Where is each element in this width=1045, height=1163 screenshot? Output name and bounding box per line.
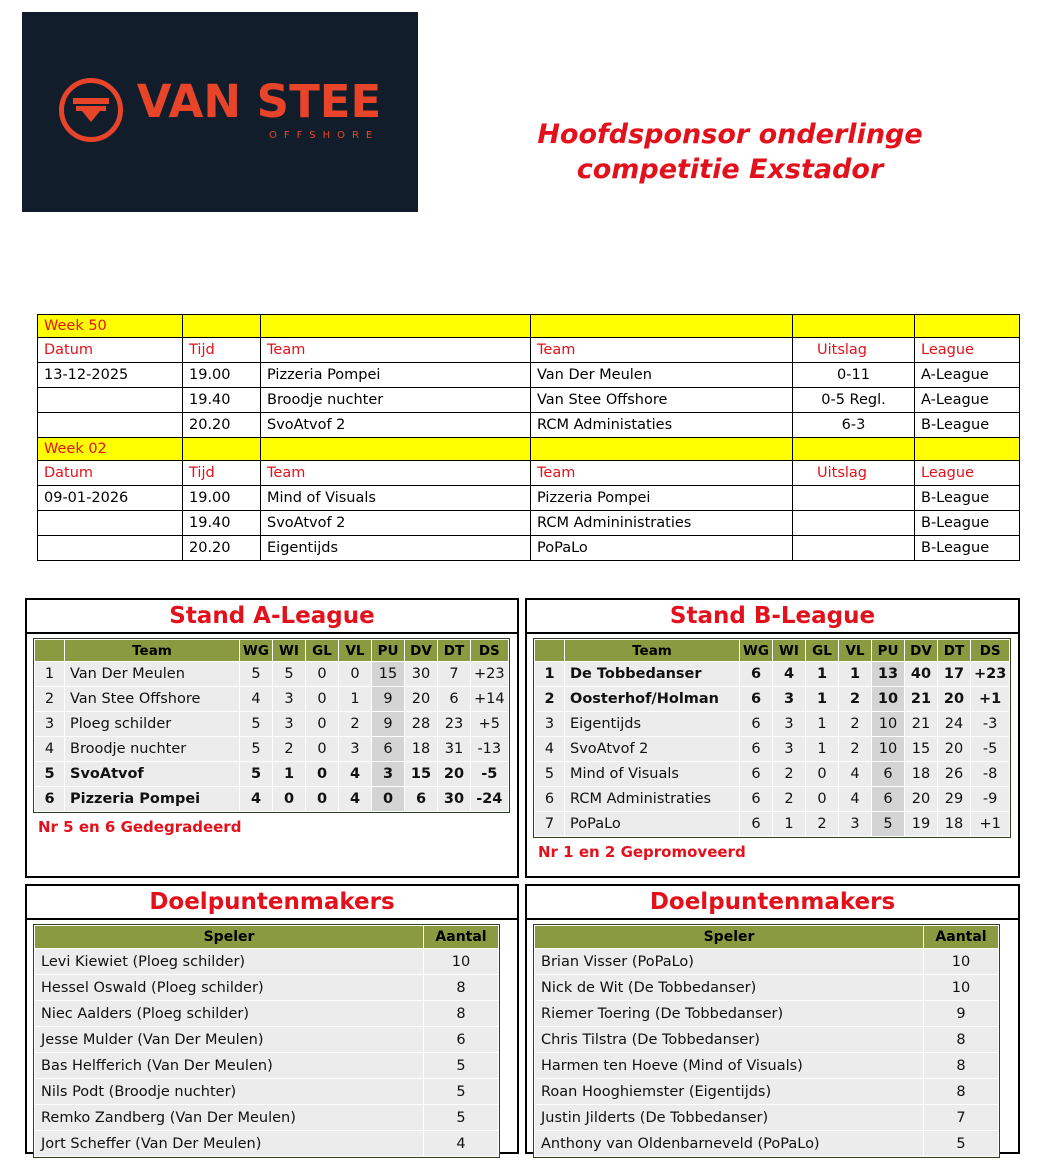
stand-team: SvoAtvof 2	[565, 737, 739, 761]
stand-pu: 0	[372, 787, 404, 811]
stand-a-col-dt: DT	[438, 640, 470, 661]
stand-b-league-table	[533, 638, 1011, 838]
stand-ds: -5	[971, 737, 1009, 761]
scorer-left-count: 5	[424, 1105, 498, 1130]
stand-wi: 3	[273, 687, 305, 711]
scorer-left-player: Nils Podt (Broodje nuchter)	[35, 1079, 423, 1104]
stand-dv: 21	[905, 712, 937, 736]
stand-pu: 6	[872, 762, 904, 786]
stand-b-col-pu: PU	[872, 640, 904, 661]
stand-gl: 0	[306, 687, 338, 711]
stand-vl: 4	[339, 787, 371, 811]
match-team-away: PoPaLo	[531, 536, 793, 561]
scorer-row	[535, 1079, 998, 1104]
stand-dt: 29	[938, 787, 970, 811]
scorer-right-player: Harmen ten Hoeve (Mind of Visuals)	[535, 1053, 923, 1078]
scorer-left-count: 4	[424, 1131, 498, 1156]
stand-position: 4	[35, 737, 64, 761]
stand-vl: 4	[839, 787, 871, 811]
match-datum: 09-01-2026	[38, 486, 183, 511]
stand-pu: 10	[872, 712, 904, 736]
stand-pu: 3	[372, 762, 404, 786]
page-title-line1: Hoofdsponsor onderlinge	[537, 119, 923, 150]
stand-row	[35, 787, 508, 811]
scorer-row	[35, 1079, 498, 1104]
funnel-in-circle-icon	[59, 78, 123, 142]
stand-gl: 0	[306, 712, 338, 736]
stand-ds: -8	[971, 762, 1009, 786]
stand-gl: 1	[806, 737, 838, 761]
stand-ds: +23	[471, 662, 508, 686]
stand-pu: 9	[372, 687, 404, 711]
stand-a-league-table	[33, 638, 510, 813]
stand-pu: 10	[872, 687, 904, 711]
stand-dt: 24	[938, 712, 970, 736]
stand-team: Van Der Meulen	[65, 662, 239, 686]
schedule-match-row	[38, 536, 1020, 561]
scorer-row	[35, 1131, 498, 1156]
stand-vl: 0	[339, 662, 371, 686]
scorer-row	[535, 1001, 998, 1026]
scorer-row	[535, 1027, 998, 1052]
col-uitslag: Uitslag	[793, 461, 915, 486]
stand-b-col-dv: DV	[905, 640, 937, 661]
schedule-week-label: Week 50	[38, 315, 183, 338]
match-league: A-League	[915, 388, 1020, 413]
stand-wg: 6	[740, 687, 772, 711]
stand-dv: 15	[405, 762, 437, 786]
stand-dv: 30	[405, 662, 437, 686]
stand-row	[35, 662, 508, 686]
stand-position: 6	[535, 787, 564, 811]
stand-wi: 3	[773, 687, 805, 711]
stand-vl: 4	[839, 762, 871, 786]
scorer-row	[535, 1105, 998, 1130]
match-uitslag: 0-5 Regl.	[793, 388, 915, 413]
stand-ds: +1	[971, 812, 1009, 836]
stand-vl: 1	[339, 687, 371, 711]
scorer-left-count: 6	[424, 1027, 498, 1052]
scorer-right-count: 5	[924, 1131, 998, 1156]
stand-dv: 20	[405, 687, 437, 711]
scorer-left-count: 8	[424, 1001, 498, 1026]
stand-row	[535, 687, 1009, 711]
stand-position: 2	[35, 687, 64, 711]
match-league: A-League	[915, 363, 1020, 388]
stand-dt: 18	[938, 812, 970, 836]
col-uitslag: Uitslag	[793, 338, 915, 363]
stand-gl: 0	[306, 737, 338, 761]
match-tijd: 20.20	[183, 536, 261, 561]
stand-b-col-pos	[535, 640, 564, 661]
scorer-right-count: 8	[924, 1027, 998, 1052]
stand-position: 6	[35, 787, 64, 811]
col-tijd: Tijd	[183, 338, 261, 363]
stand-row	[35, 737, 508, 761]
stand-row	[535, 812, 1009, 836]
scorer-row	[35, 1053, 498, 1078]
match-datum: 13-12-2025	[38, 363, 183, 388]
match-league: B-League	[915, 536, 1020, 561]
match-tijd: 19.40	[183, 388, 261, 413]
scorer-left-player: Levi Kiewiet (Ploeg schilder)	[35, 949, 423, 974]
logo-subtitle: OFFSHORE	[269, 130, 380, 141]
col-league: League	[915, 461, 1020, 486]
panel-scorers-b-league	[525, 884, 1020, 1154]
stand-wi: 3	[773, 737, 805, 761]
stand-pu: 6	[872, 787, 904, 811]
stand-vl: 2	[839, 712, 871, 736]
col-datum: Datum	[38, 461, 183, 486]
scorers-left-col-count: Aantal	[424, 926, 498, 948]
stand-row	[535, 712, 1009, 736]
match-team-away: Pizzeria Pompei	[531, 486, 793, 511]
stand-dt: 7	[438, 662, 470, 686]
scorer-right-player: Nick de Wit (De Tobbedanser)	[535, 975, 923, 1000]
scorer-right-player: Justin Jilderts (De Tobbedanser)	[535, 1105, 923, 1130]
stand-vl: 3	[839, 812, 871, 836]
stand-team: Mind of Visuals	[565, 762, 739, 786]
stand-team: Broodje nuchter	[65, 737, 239, 761]
match-datum	[38, 413, 183, 438]
col-tijd: Tijd	[183, 461, 261, 486]
scorer-left-count: 10	[424, 949, 498, 974]
scorer-left-player: Remko Zandberg (Van Der Meulen)	[35, 1105, 423, 1130]
stand-pu: 6	[372, 737, 404, 761]
schedule-match-row	[38, 511, 1020, 536]
stand-b-col-wg: WG	[740, 640, 772, 661]
scorer-left-count: 5	[424, 1053, 498, 1078]
stand-wg: 4	[240, 787, 272, 811]
stand-ds: -13	[471, 737, 508, 761]
scorer-row	[35, 1027, 498, 1052]
stand-row	[535, 787, 1009, 811]
stand-wi: 0	[273, 787, 305, 811]
stand-pu: 9	[372, 712, 404, 736]
match-league: B-League	[915, 413, 1020, 438]
stand-dv: 6	[405, 787, 437, 811]
scorer-row	[35, 975, 498, 1000]
match-uitslag	[793, 536, 915, 561]
stand-vl: 2	[839, 687, 871, 711]
match-tijd: 20.20	[183, 413, 261, 438]
match-league: B-League	[915, 486, 1020, 511]
match-tijd: 19.40	[183, 511, 261, 536]
schedule-column-header	[38, 338, 1020, 363]
scorers-right-table	[533, 924, 1000, 1158]
scorer-left-player: Jort Scheffer (Van Der Meulen)	[35, 1131, 423, 1156]
scorer-right-player: Anthony van Oldenbarneveld (PoPaLo)	[535, 1131, 923, 1156]
stand-dv: 15	[905, 737, 937, 761]
stand-wg: 6	[740, 662, 772, 686]
stand-a-col-ds: DS	[471, 640, 508, 661]
match-tijd: 19.00	[183, 486, 261, 511]
stand-wi: 2	[273, 737, 305, 761]
stand-b-col-dt: DT	[938, 640, 970, 661]
match-team-home: SvoAtvof 2	[261, 413, 531, 438]
col-league: League	[915, 338, 1020, 363]
stand-vl: 4	[339, 762, 371, 786]
stand-a-col-pos	[35, 640, 64, 661]
match-uitslag: 6-3	[793, 413, 915, 438]
stand-b-col-vl: VL	[839, 640, 871, 661]
match-team-home: Eigentijds	[261, 536, 531, 561]
stand-gl: 1	[806, 687, 838, 711]
match-team-home: Pizzeria Pompei	[261, 363, 531, 388]
page-title	[440, 118, 1020, 187]
stand-wi: 3	[273, 712, 305, 736]
match-datum	[38, 388, 183, 413]
stand-position: 3	[35, 712, 64, 736]
col-team-away: Team	[531, 338, 793, 363]
stand-gl: 0	[806, 787, 838, 811]
match-uitslag	[793, 511, 915, 536]
stand-vl: 2	[839, 737, 871, 761]
stand-wi: 3	[773, 712, 805, 736]
stand-dv: 20	[905, 787, 937, 811]
stand-wg: 5	[240, 662, 272, 686]
stand-a-col-dv: DV	[405, 640, 437, 661]
stand-ds: +5	[471, 712, 508, 736]
scorers-right-col-count: Aantal	[924, 926, 998, 948]
scorer-left-count: 5	[424, 1079, 498, 1104]
stand-a-col-team: Team	[65, 640, 239, 661]
stand-dt: 17	[938, 662, 970, 686]
scorer-right-player: Brian Visser (PoPaLo)	[535, 949, 923, 974]
schedule-match-row	[38, 413, 1020, 438]
match-datum	[38, 511, 183, 536]
scorer-left-player: Niec Aalders (Ploeg schilder)	[35, 1001, 423, 1026]
stand-b-league-title: Stand B-League	[527, 600, 1018, 634]
stand-gl: 0	[306, 787, 338, 811]
stand-row	[535, 762, 1009, 786]
stand-position: 2	[535, 687, 564, 711]
stand-ds: -24	[471, 787, 508, 811]
stand-team: SvoAtvof	[65, 762, 239, 786]
stand-wg: 4	[240, 687, 272, 711]
scorer-row	[535, 1053, 998, 1078]
stand-team: Eigentijds	[565, 712, 739, 736]
stand-gl: 0	[306, 662, 338, 686]
scorer-left-player: Bas Helfferich (Van Der Meulen)	[35, 1053, 423, 1078]
scorer-left-count: 8	[424, 975, 498, 1000]
stand-dv: 18	[905, 762, 937, 786]
schedule-match-row	[38, 486, 1020, 511]
stand-wi: 2	[773, 762, 805, 786]
match-team-away: RCM Admininistraties	[531, 511, 793, 536]
scorer-row	[35, 1105, 498, 1130]
stand-wi: 1	[273, 762, 305, 786]
stand-wg: 5	[240, 737, 272, 761]
stand-wi: 2	[773, 787, 805, 811]
stand-wg: 6	[740, 787, 772, 811]
stand-gl: 1	[806, 662, 838, 686]
scorers-right-col-player: Speler	[535, 926, 923, 948]
match-team-home: Mind of Visuals	[261, 486, 531, 511]
sponsor-logo-banner	[22, 12, 418, 212]
scorers-right-title: Doelpuntenmakers	[527, 886, 1018, 920]
scorer-right-player: Riemer Toering (De Tobbedanser)	[535, 1001, 923, 1026]
stand-dt: 23	[438, 712, 470, 736]
logo-wordmark: VAN STEE	[136, 75, 382, 128]
stand-wg: 6	[740, 737, 772, 761]
panel-stand-a-league	[25, 598, 519, 878]
stand-a-col-wi: WI	[273, 640, 305, 661]
stand-team: Oosterhof/Holman	[565, 687, 739, 711]
stand-row	[535, 737, 1009, 761]
stand-position: 4	[535, 737, 564, 761]
scorers-left-title: Doelpuntenmakers	[27, 886, 517, 920]
scorer-row	[535, 949, 998, 974]
match-league: B-League	[915, 511, 1020, 536]
stand-dt: 6	[438, 687, 470, 711]
col-team-away: Team	[531, 461, 793, 486]
match-uitslag: 0-11	[793, 363, 915, 388]
match-tijd: 19.00	[183, 363, 261, 388]
schedule-week-header	[38, 438, 1020, 461]
stand-gl: 2	[806, 812, 838, 836]
stand-position: 5	[35, 762, 64, 786]
scorer-right-count: 8	[924, 1079, 998, 1104]
scorer-right-count: 9	[924, 1001, 998, 1026]
stand-dv: 18	[405, 737, 437, 761]
stand-pu: 10	[872, 737, 904, 761]
stand-position: 3	[535, 712, 564, 736]
col-team-home: Team	[261, 461, 531, 486]
panel-scorers-a-league	[25, 884, 519, 1154]
match-team-away: Van Stee Offshore	[531, 388, 793, 413]
schedule-table	[37, 314, 1020, 561]
stand-pu: 15	[372, 662, 404, 686]
stand-gl: 0	[306, 762, 338, 786]
stand-ds: +23	[971, 662, 1009, 686]
stand-dt: 20	[438, 762, 470, 786]
schedule-match-row	[38, 363, 1020, 388]
scorer-right-count: 10	[924, 949, 998, 974]
schedule-match-row	[38, 388, 1020, 413]
match-team-home: Broodje nuchter	[261, 388, 531, 413]
stand-dt: 30	[438, 787, 470, 811]
scorer-right-count: 8	[924, 1053, 998, 1078]
stand-gl: 1	[806, 712, 838, 736]
stand-team: PoPaLo	[565, 812, 739, 836]
stand-position: 7	[535, 812, 564, 836]
stand-a-col-gl: GL	[306, 640, 338, 661]
stand-team: Pizzeria Pompei	[65, 787, 239, 811]
stand-ds: -3	[971, 712, 1009, 736]
match-datum	[38, 536, 183, 561]
scorer-right-count: 10	[924, 975, 998, 1000]
page-title-line2: competitie Exstador	[576, 153, 884, 185]
stand-b-league-note: Nr 1 en 2 Gepromoveerd	[538, 843, 746, 862]
col-team-home: Team	[261, 338, 531, 363]
match-uitslag	[793, 486, 915, 511]
scorers-left-col-player: Speler	[35, 926, 423, 948]
stand-b-col-wi: WI	[773, 640, 805, 661]
stand-dt: 20	[938, 687, 970, 711]
stand-row	[535, 662, 1009, 686]
stand-dt: 26	[938, 762, 970, 786]
stand-team: Ploeg schilder	[65, 712, 239, 736]
scorer-row	[35, 1001, 498, 1026]
scorer-left-player: Hessel Oswald (Ploeg schilder)	[35, 975, 423, 1000]
stand-dv: 19	[905, 812, 937, 836]
match-team-away: Van Der Meulen	[531, 363, 793, 388]
stand-position: 1	[535, 662, 564, 686]
stand-dv: 21	[905, 687, 937, 711]
scorer-row	[535, 975, 998, 1000]
stand-team: Van Stee Offshore	[65, 687, 239, 711]
stand-wg: 6	[740, 762, 772, 786]
stand-ds: +1	[971, 687, 1009, 711]
scorer-right-player: Roan Hooghiemster (Eigentijds)	[535, 1079, 923, 1104]
stand-pu: 13	[872, 662, 904, 686]
stand-dv: 40	[905, 662, 937, 686]
scorers-left-table	[33, 924, 500, 1158]
stand-wi: 4	[773, 662, 805, 686]
stand-gl: 0	[806, 762, 838, 786]
scorer-row	[35, 949, 498, 974]
stand-team: RCM Administraties	[565, 787, 739, 811]
scorer-right-count: 7	[924, 1105, 998, 1130]
stand-vl: 1	[839, 662, 871, 686]
stand-a-col-pu: PU	[372, 640, 404, 661]
stand-b-col-team: Team	[565, 640, 739, 661]
stand-b-col-ds: DS	[971, 640, 1009, 661]
stand-a-col-vl: VL	[339, 640, 371, 661]
stand-a-col-wg: WG	[240, 640, 272, 661]
stand-row	[35, 712, 508, 736]
stand-wi: 1	[773, 812, 805, 836]
stand-dt: 20	[938, 737, 970, 761]
schedule-week-label: Week 02	[38, 438, 183, 461]
stand-position: 5	[535, 762, 564, 786]
scorer-right-player: Chris Tilstra (De Tobbedanser)	[535, 1027, 923, 1052]
stand-ds: -5	[471, 762, 508, 786]
stand-dt: 31	[438, 737, 470, 761]
match-team-home: SvoAtvof 2	[261, 511, 531, 536]
stand-wi: 5	[273, 662, 305, 686]
stand-vl: 2	[339, 712, 371, 736]
schedule-week-header	[38, 315, 1020, 338]
stand-b-col-gl: GL	[806, 640, 838, 661]
stand-vl: 3	[339, 737, 371, 761]
stand-pu: 5	[872, 812, 904, 836]
stand-ds: +14	[471, 687, 508, 711]
stand-dv: 28	[405, 712, 437, 736]
scorer-left-player: Jesse Mulder (Van Der Meulen)	[35, 1027, 423, 1052]
scorer-row	[535, 1131, 998, 1156]
stand-wg: 5	[240, 762, 272, 786]
stand-team: De Tobbedanser	[565, 662, 739, 686]
stand-a-league-title: Stand A-League	[27, 600, 517, 634]
stand-wg: 5	[240, 712, 272, 736]
stand-wg: 6	[740, 712, 772, 736]
panel-stand-b-league	[525, 598, 1020, 878]
stand-position: 1	[35, 662, 64, 686]
match-team-away: RCM Administaties	[531, 413, 793, 438]
stand-wg: 6	[740, 812, 772, 836]
stand-row	[35, 687, 508, 711]
col-datum: Datum	[38, 338, 183, 363]
schedule-column-header	[38, 461, 1020, 486]
stand-row	[35, 762, 508, 786]
stand-ds: -9	[971, 787, 1009, 811]
stand-a-league-note: Nr 5 en 6 Gedegradeerd	[38, 818, 242, 837]
